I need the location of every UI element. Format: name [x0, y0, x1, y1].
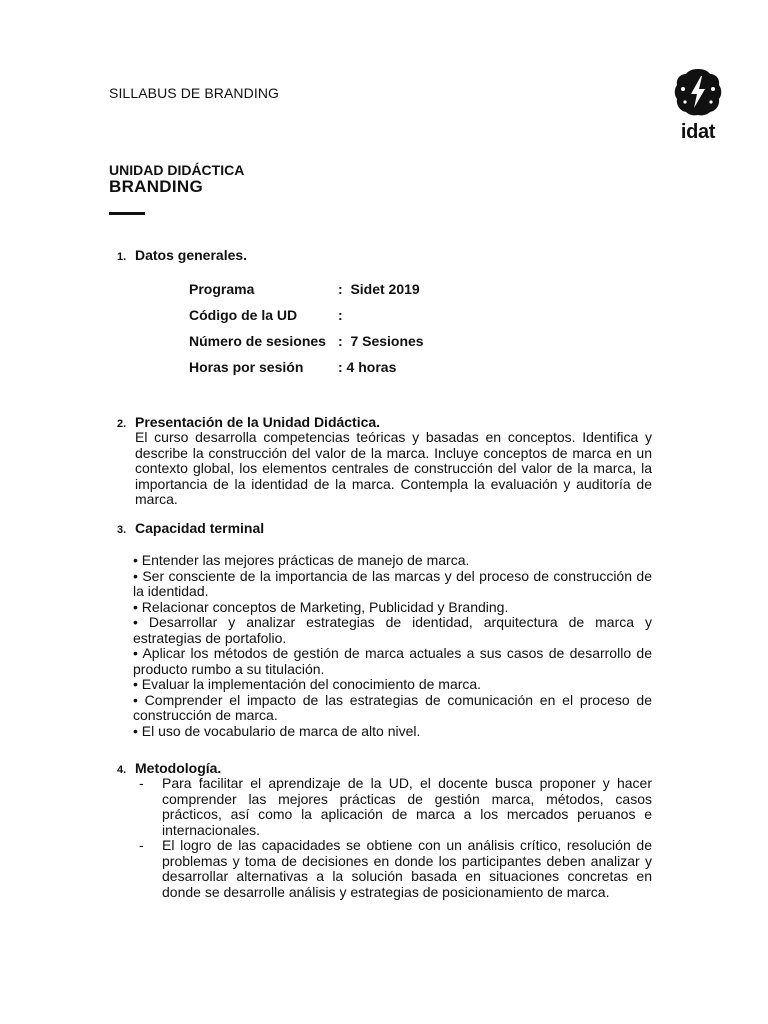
list-item: • El uso de vocabulario de marca de alto nivel. [133, 722, 421, 739]
section-number: 3. [117, 524, 127, 536]
section-presentation [117, 414, 652, 508]
data-value: : 7 Sesiones [338, 333, 424, 349]
list-item: • Ser consciente de la importancia de las marcas y del proceso de construcción de la identidad. [133, 567, 652, 599]
section-methodology [117, 760, 652, 900]
section-heading [117, 247, 652, 263]
data-row [189, 354, 424, 380]
section-title: Presentación de la Unidad Didáctica. [135, 414, 381, 430]
unit-name: BRANDING [109, 177, 204, 196]
section-number: 1. [117, 251, 127, 263]
capacity-bullet-list [117, 553, 652, 739]
data-row [189, 276, 424, 302]
title-underline [109, 212, 145, 215]
unit-label: UNIDAD DIDÁCTICA [109, 162, 245, 178]
list-item: • Entender las mejores prácticas de manejo de marca. [133, 552, 470, 568]
list-item-text: Para facilitar el aprendizaje de la UD, el docente busca proponer y hacer comprender las mejores prácticas de gestión marca, métodos, casos prácticos, así como la aplicación de marca a los mercados peruanos e internacionales. [162, 775, 652, 838]
section-capacity [117, 520, 652, 536]
data-row [189, 302, 424, 328]
section-title: Capacidad terminal [135, 520, 265, 536]
section-heading [117, 520, 652, 536]
data-key: Programa [189, 281, 255, 297]
data-row [189, 328, 424, 354]
dash-marker: - [139, 775, 144, 791]
presentation-text: El curso desarrolla competencias teóricas y basadas en conceptos. Identifica y describe la construcción del valor de la marca. Incluye conceptos de marca en un contexto global, los elementos centrales de construcción del valor de la marca, la importancia de la identidad de la marca. Contempla la evaluación y auditoría de marca. [135, 429, 652, 507]
brain-bolt-icon [674, 67, 722, 117]
data-key: Horas por sesión [189, 359, 304, 375]
section-title: Datos generales. [135, 247, 248, 263]
methodology-list [135, 776, 652, 900]
section-number: 4. [117, 764, 127, 776]
list-item: • Relacionar conceptos de Marketing, Publicidad y Branding. [133, 598, 509, 615]
section-title: Metodología. [135, 760, 222, 776]
list-item [135, 838, 652, 900]
list-item: • Aplicar los métodos de gestión de marca actuales a sus casos de desarrollo de producto rumbo a su titulación. [133, 645, 652, 677]
idat-logo [672, 67, 724, 144]
list-item: • Evaluar la implementación del conocimiento de marca. [133, 676, 482, 692]
data-value: : [338, 307, 343, 323]
section-general [117, 247, 652, 263]
section-number: 2. [117, 418, 127, 430]
data-value: : 4 horas [338, 359, 397, 375]
list-item: • Desarrollar y analizar estrategias de identidad, arquitectura de marca y estrategias de portafolio. [133, 614, 652, 646]
dash-marker: - [139, 837, 144, 853]
data-value: : Sidet 2019 [338, 281, 420, 297]
general-data-table [189, 276, 424, 380]
list-item: • Comprender el impacto de las estrategias de comunicación en el proceso de construcción de marca. [133, 691, 652, 723]
section-heading [117, 414, 652, 430]
data-key: Código de la UD [189, 307, 298, 323]
document-header-title: SILLABUS DE BRANDING [109, 85, 280, 101]
logo-wordmark: idat [680, 121, 716, 143]
list-item [135, 776, 652, 838]
data-key: Número de sesiones [189, 333, 326, 349]
section-heading [117, 760, 652, 776]
list-item-text: El logro de las capacidades se obtiene con un análisis crítico, resolución de problemas y toma de decisiones en donde los participantes deben analizar y desarrollar alternativas a la solución basada en situaciones concretas en donde se desarrolle análisis y estrategias de posicionamiento de marca. [162, 837, 652, 900]
